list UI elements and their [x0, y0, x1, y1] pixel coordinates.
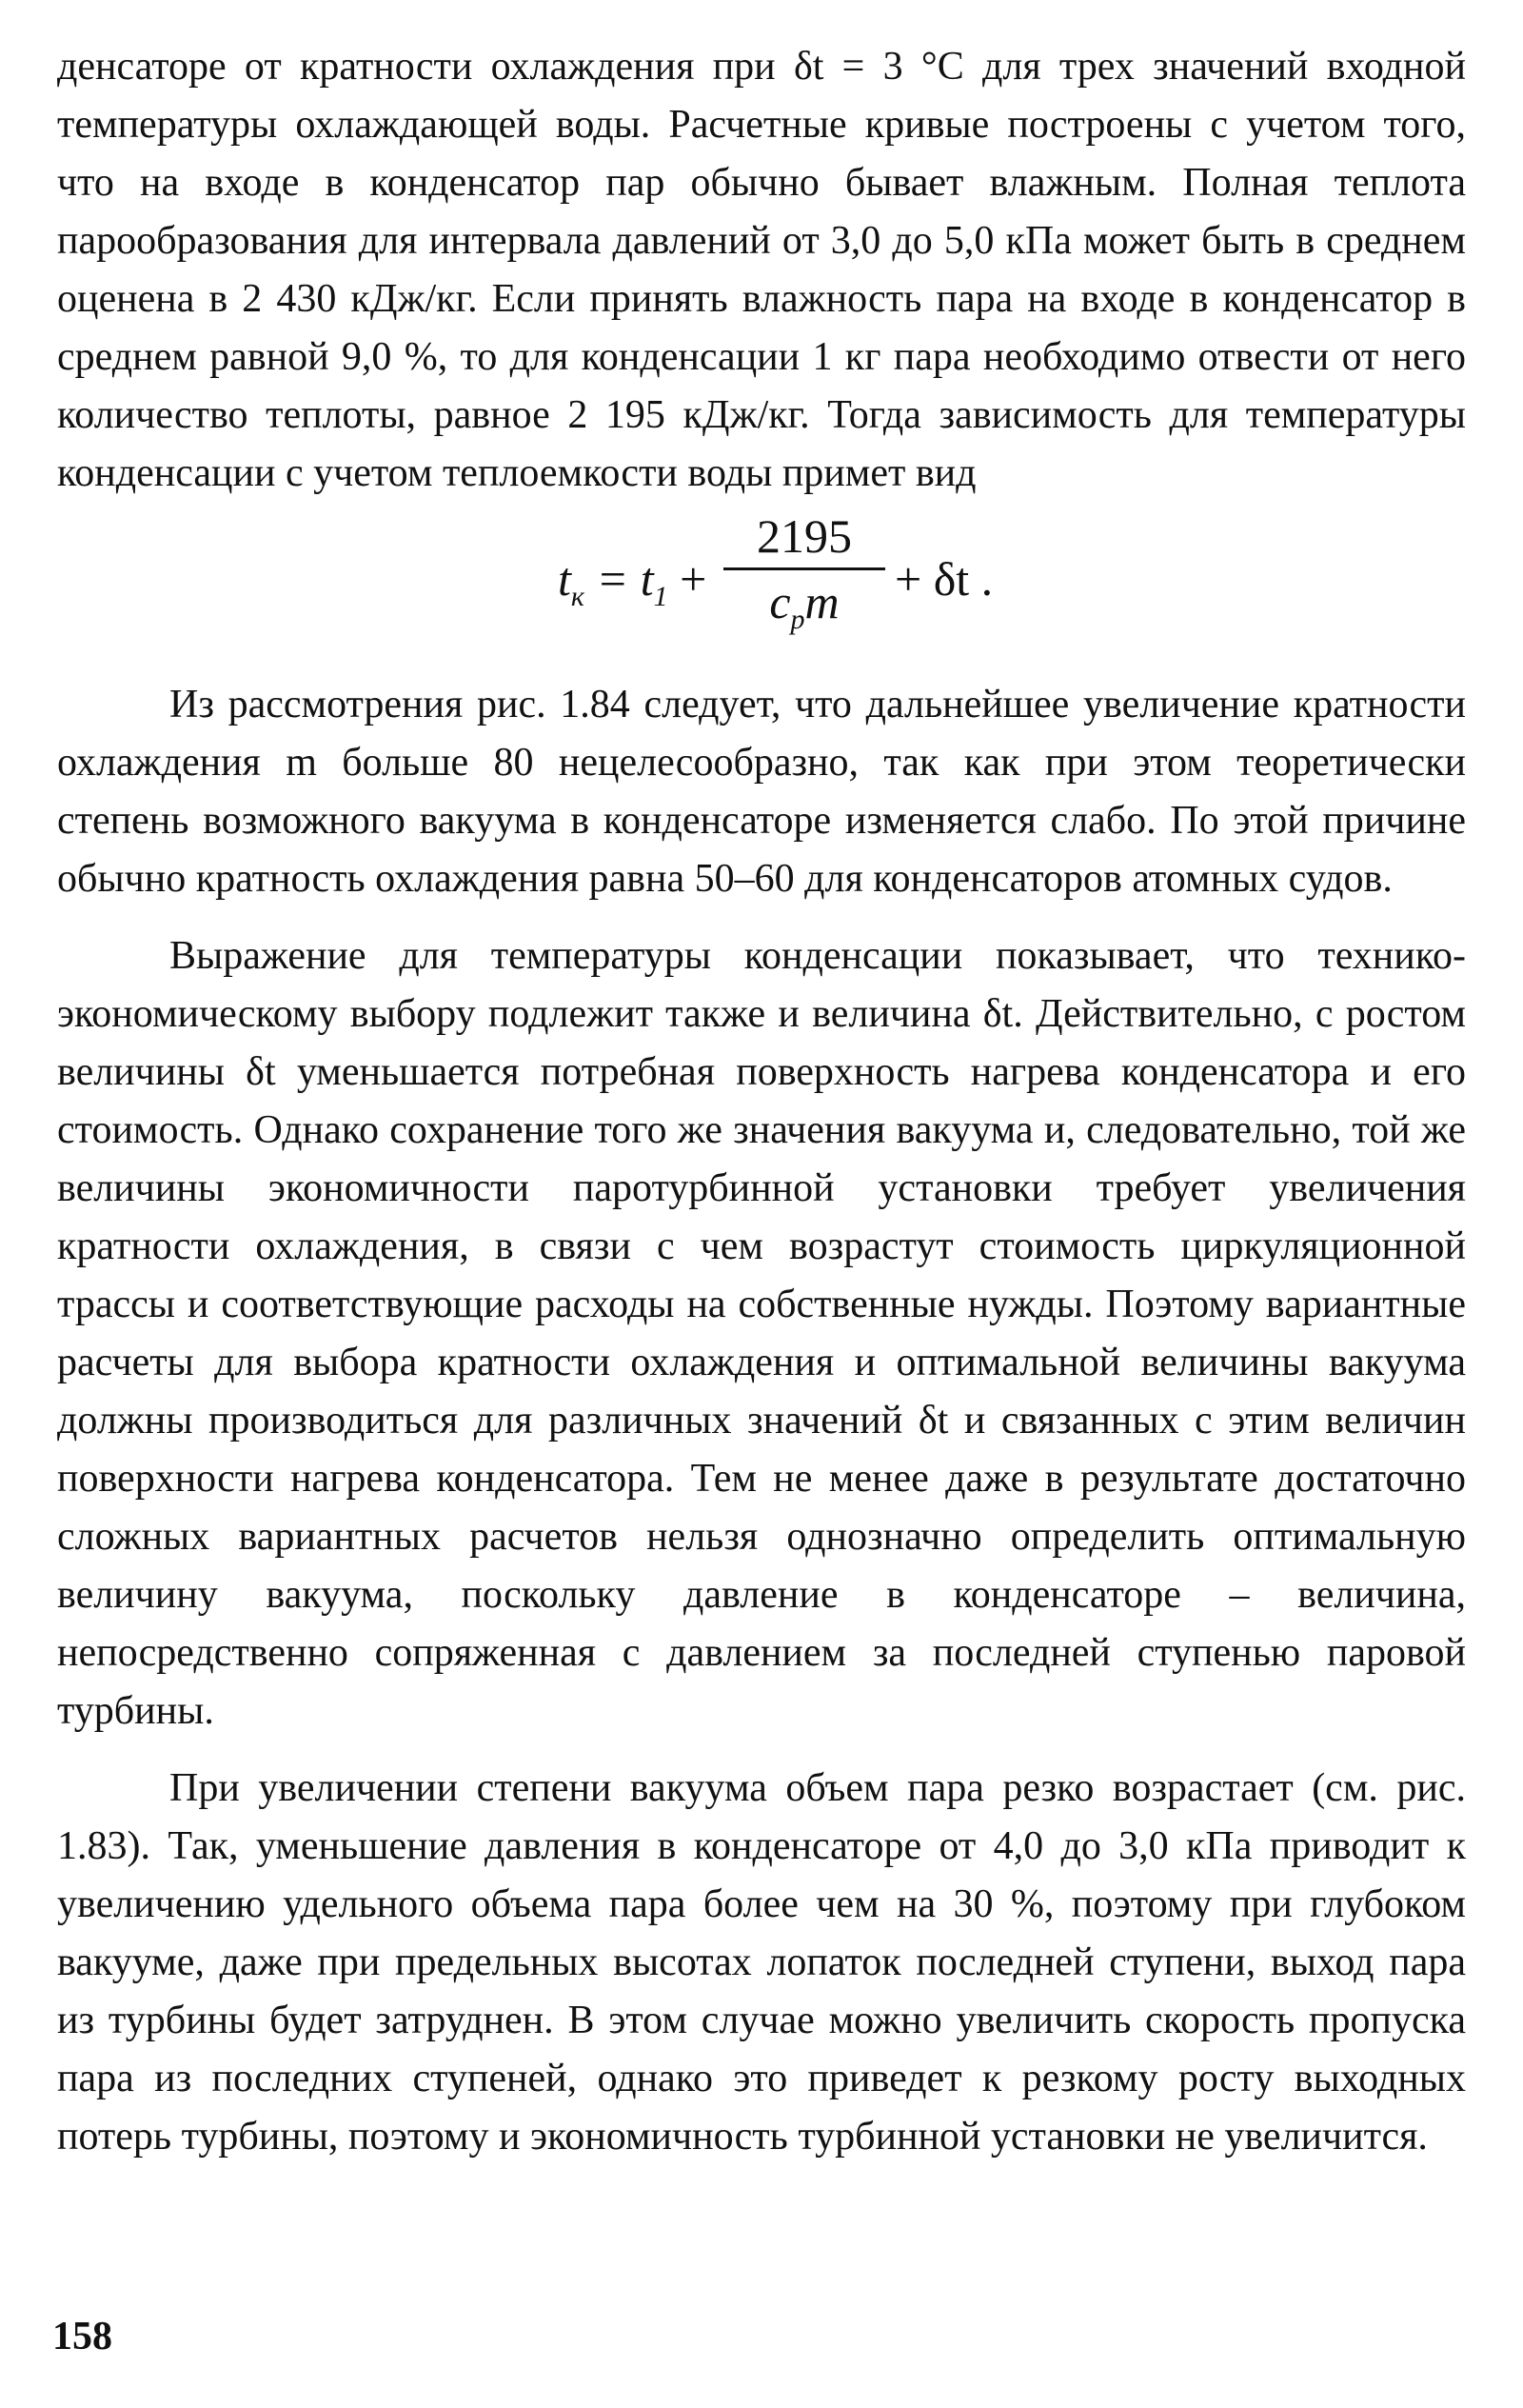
page-body	[57, 38, 1466, 2166]
formula-fraction-bar	[723, 567, 885, 570]
paragraph-1: денсаторе от кратности охлаждения при δt = 3 °С для трех значений входной температуры охлаждающей воды. Расчетные кривые построены с учетом того, что на входе в конденсатор пар обычно бывает влажным. Полная теплота парообразования для интервала давлений от 3,0 до 5,0 кПа может быть в среднем оценена в 2 430 кДж/кг. Если принять влажность пара на входе в конденсатор в среднем равной 9,0 %, то для конденсации 1 кг пара необходимо отвести от него количество теплоты, равное 2 195 кДж/кг. Тогда зависимость для температуры конденсации с учетом теплоемкости воды примет вид	[57, 45, 1466, 495]
formula-den-sub: p	[790, 604, 805, 635]
formula-tk-var: t	[558, 552, 571, 606]
formula-rhs: + δt .	[895, 552, 994, 606]
formula-equals: =	[596, 552, 629, 606]
formula-den-m: m	[804, 575, 840, 628]
formula-tk-sub: к	[570, 581, 584, 612]
paragraph-4: При увеличении степени вакуума объем пара резко возрастает (см. рис. 1.83). Так, уменьшение давления в конденсаторе от 4,0 до 3,0 кПа приводит к увеличению удельного объема пара более чем на 30 %, поэтому при глубоком вакууме, даже при предельных высотах лопаток последней ступени, выход пара из турбины будет затруднен. В этом случае можно увеличить скорость пропуска пара из последних ступеней, однако это приведет к резкому росту выходных потерь турбины, поэтому и экономичность турбинной установки не увеличится.	[57, 1766, 1466, 2159]
formula-t1-var: t	[640, 552, 654, 606]
paragraph-2: Из рассмотрения рис. 1.84 следует, что дальнейшее увеличение кратности охлаждения m больше 80 нецелесообразно, так как при этом теоретически степень возможного вакуума в конденсаторе изменяется слабо. По этой причине обычно кратность охлаждения равна 50–60 для конденсаторов атомных судов.	[57, 683, 1466, 901]
formula-lhs	[558, 551, 706, 613]
formula-t1-sub: 1	[653, 581, 668, 612]
paragraph-3: Выражение для температуры конденсации показывает, что технико-экономическому выбору подлежит также и величина δt. Действительно, с ростом величины δt уменьшается потребная поверхность нагрева конденсатора и его стоимость. Однако сохранение того же значения вакуума и, следовательно, той же величины экономичности паротурбинной установки требует увеличения кратности охлаждения, в связи с чем возрастут стоимость циркуляционной трассы и соответствующие расходы на собственные нужды. Поэтому вариантные расчеты для выбора кратности охлаждения и оптимальной величины вакуума должны производиться для различных значений δt и связанных с этим величин поверхности нагрева конденсатора. Тем не менее даже в результате достаточно сложных вариантных расчетов нельзя однозначно определить оптимальную величину вакуума, поскольку давление в конденсаторе – величина, непосредственно сопряженная с давлением за последней ступенью паровой турбины.	[57, 934, 1466, 1733]
formula-fraction	[723, 507, 885, 649]
page-number: 158	[52, 2315, 112, 2358]
formula-plus: +	[680, 552, 707, 606]
formula-denominator	[723, 572, 885, 649]
formula-condensation-temperature	[57, 507, 1466, 649]
formula-numerator: 2195	[757, 509, 852, 563]
formula-den-c: c	[769, 575, 791, 628]
